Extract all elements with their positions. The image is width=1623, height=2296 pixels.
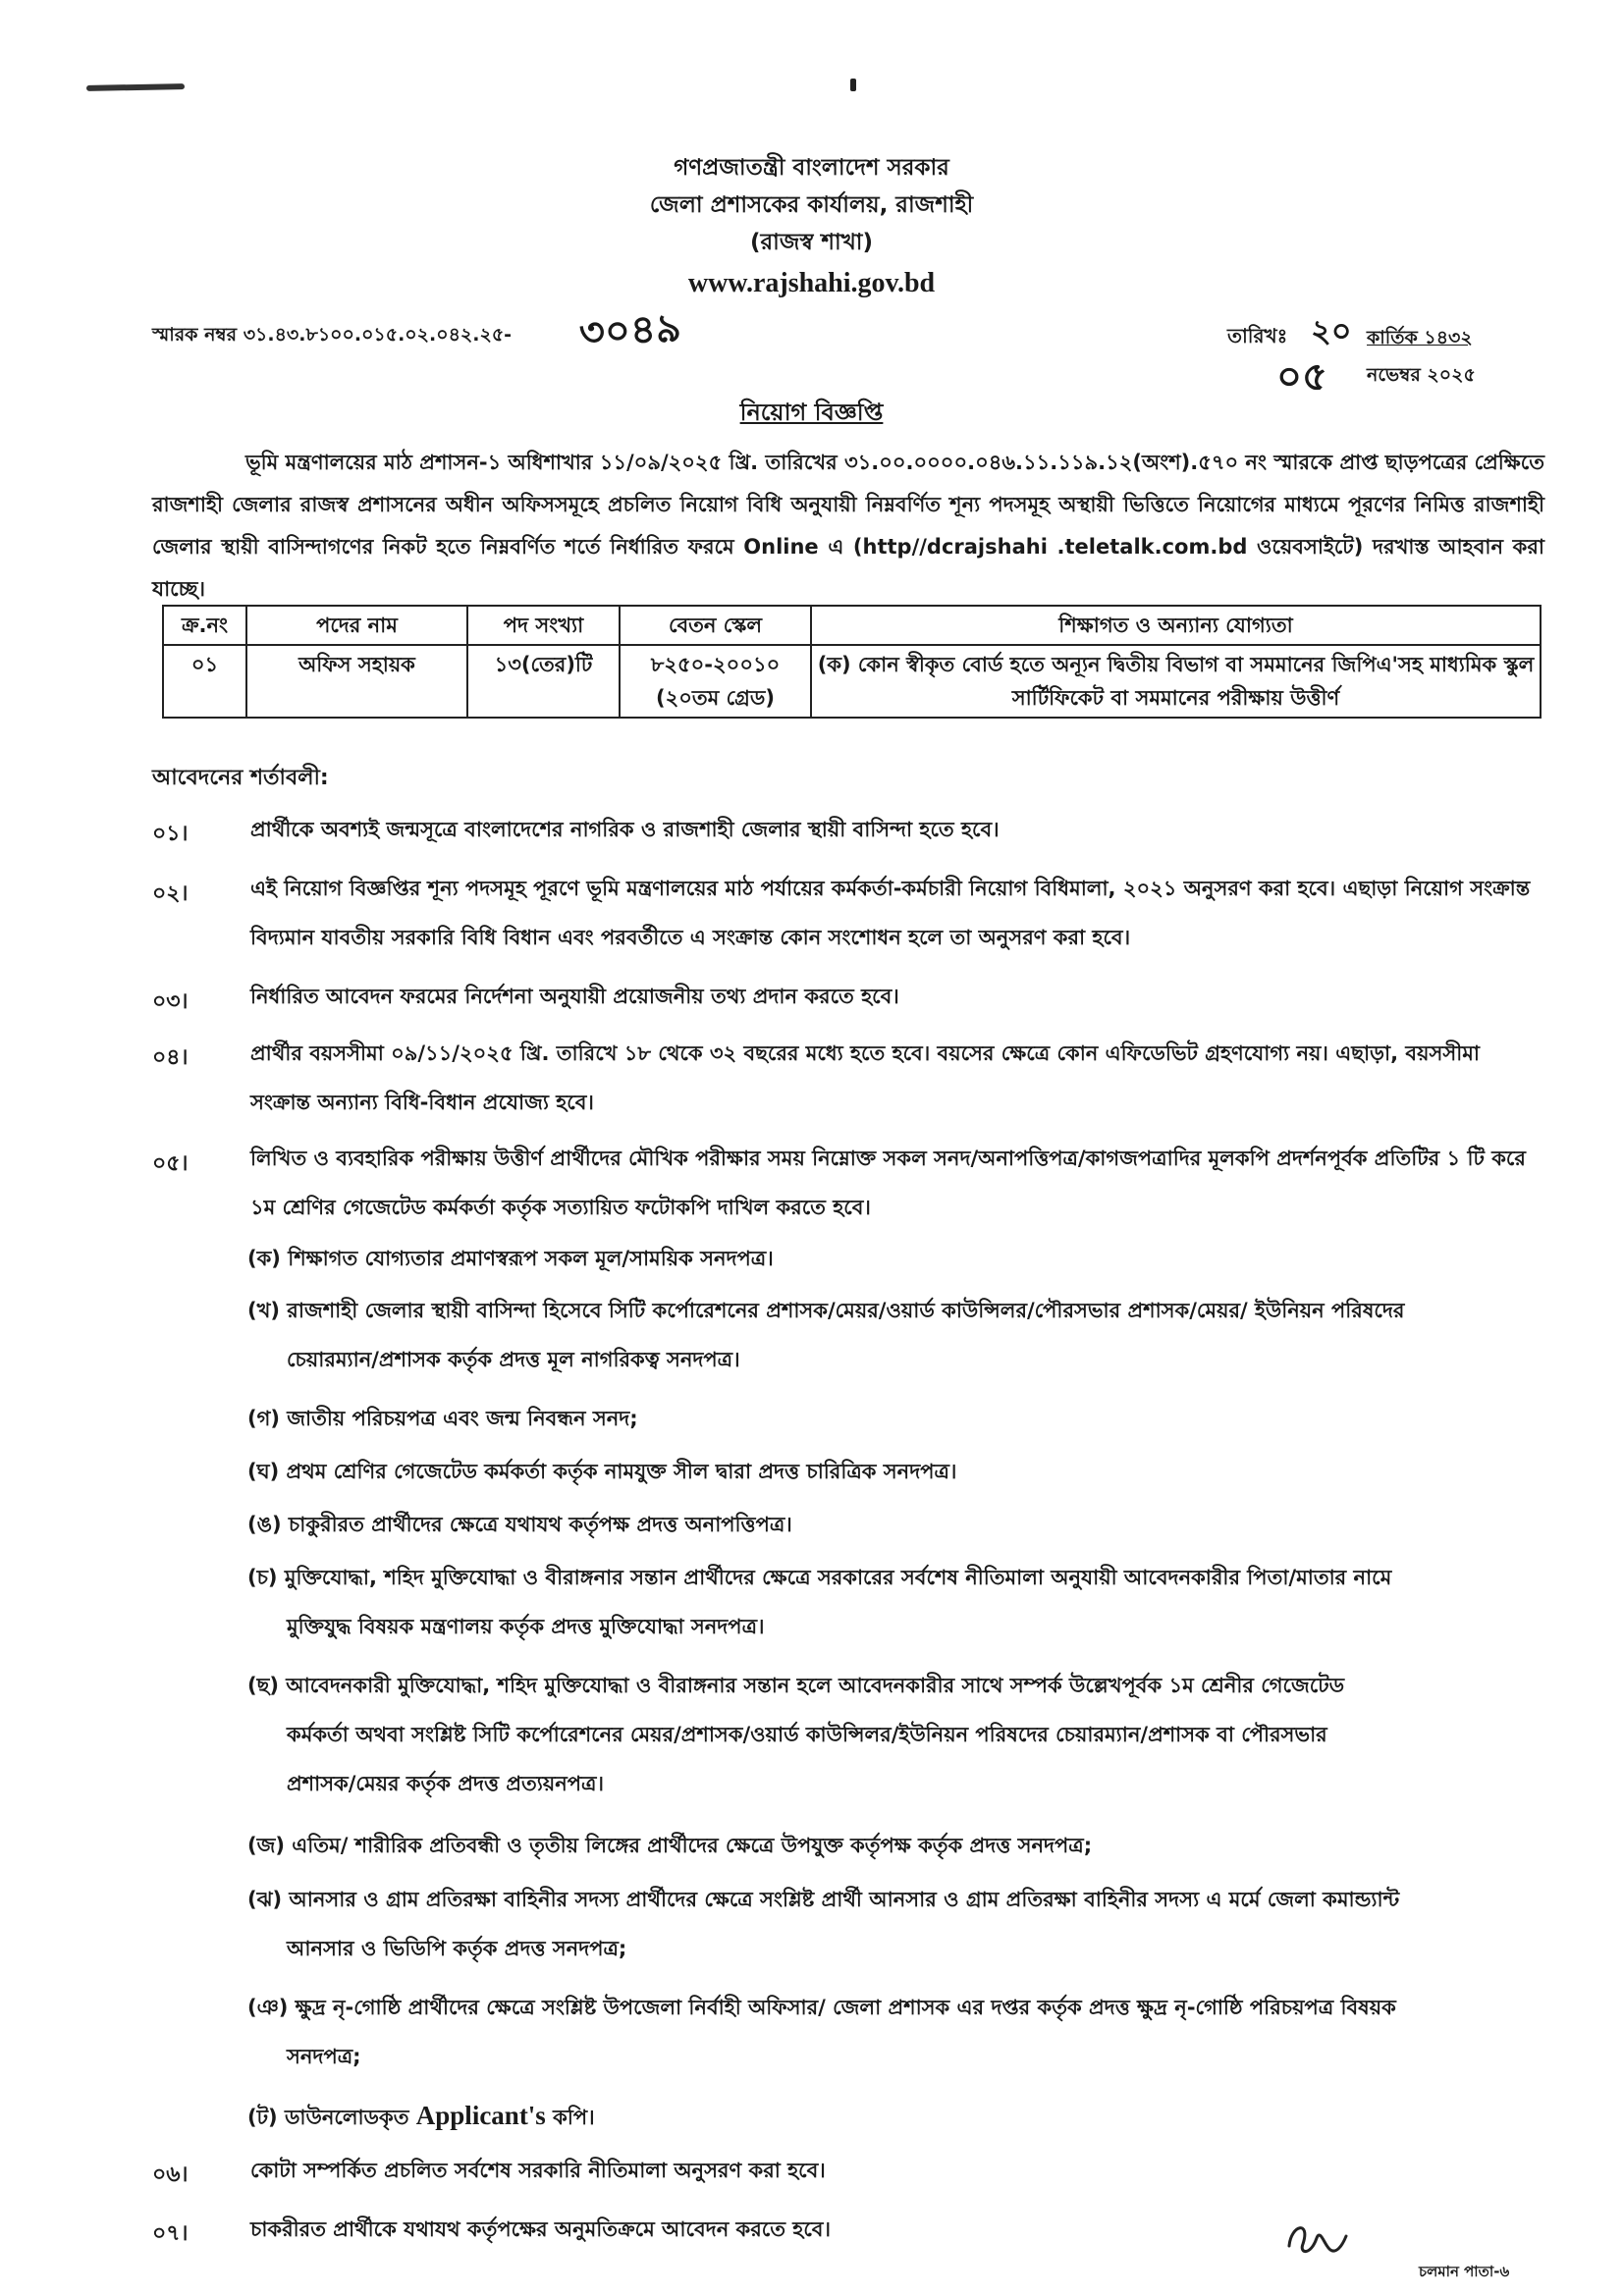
col-serial: ক্র.নং (163, 606, 246, 645)
english-date: নভেম্বর ২০২৫ (1367, 364, 1476, 386)
subitem-continuation: কর্মকর্তা অথবা সংশ্লিষ্ট সিটি কর্পোরেশনের মেয়র/প্রশাসক/ওয়ার্ড কাউন্সিলর/ইউনিয়ন পরিষদের চেয়ারম্যান/প্রশাসক বা পৌরসভার (287, 1723, 1327, 1746)
condition-text: প্রার্থীকে অবশ্যই জন্মসূত্রে বাংলাদেশের নাগরিক ও রাজশাহী জেলার স্থায়ী বাসিন্দা হতে হবে। (250, 818, 1000, 841)
col-qualification: শিক্ষাগত ও অন্যান্য যোগ্যতা (811, 606, 1541, 645)
condition-text: কোটা সম্পর্কিত প্রচলিত সর্বশেষ সরকারি নীতিমালা অনুসরণ করা হবে। (250, 2159, 826, 2182)
grade-value: (২০তম গ্রেড) (656, 686, 775, 710)
subitem-text: (চ) মুক্তিযোদ্ধা, শহিদ মুক্তিযোদ্ধা ও বীরাঙ্গনার সন্তান প্রার্থীদের ক্ষেত্রে সরকারের সর্বশেষ নীতিমালা অনুযায়ী আবেদনকারীর পিতা/মাতার নামে (247, 1566, 1392, 1589)
bangla-date: কার্তিক ১৪৩২ (1367, 327, 1473, 348)
subitem-text: (গ) জাতীয় পরিচয়পত্র এবং জন্ম নিবন্ধন সনদ; (247, 1407, 638, 1430)
condition-number: ০৪। (152, 1045, 189, 1070)
subitem-text-end: কপি। (553, 2106, 595, 2129)
date-handwritten-day-2: ০৫ (1276, 353, 1327, 400)
subitem-text: (ছ) আবেদনকারী মুক্তিযোদ্ধা, শহিদ মুক্তিযোদ্ধা ও বীরাঙ্গনার সন্তান হলে আবেদনকারীর সাথে সম্পর্ক উল্লেখপূর্বক ১ম শ্রেনীর গেজেটেড (247, 1674, 1345, 1697)
condition-text: নির্ধারিত আবেদন ফরমের নির্দেশনা অনুযায়ী প্রয়োজনীয় তথ্য প্রদান করতে হবে। (250, 985, 899, 1008)
condition-number: ০৭। (152, 2221, 189, 2246)
subitem-text: (ট) ডাউনলোডকৃত (247, 2106, 409, 2129)
condition-number: ০১। (152, 822, 189, 846)
cell-serial: ০১ (163, 645, 246, 718)
ink-mark (850, 79, 856, 91)
condition-number: ০৬। (152, 2163, 189, 2187)
list-item (247, 2091, 1543, 2142)
col-count: পদ সংখ্যা (467, 606, 620, 645)
subitem-continuation: সনদপত্র; (287, 2045, 361, 2068)
list-item (247, 1821, 1543, 1870)
website-url: www.rajshahi.gov.bd (687, 268, 936, 298)
condition-text: এই নিয়োগ বিজ্ঞপ্তির শূন্য পদসমূহ পূরণে ভূমি মন্ত্রণালয়ের মাঠ পর্যায়ের কর্মকর্তা-কর্মচারী নিয়োগ বিধিমালা, ২০২১ অনুসরণ করা হবে। এছাড়া নিয়োগ সংক্রান্ত বিদ্যমান যাবতীয় সরকারি বিধি বিধান এবং পরবর্তীতে এ সংক্রান্ত কোন সংশোধন হলে তা অনুসরণ করা হবে। (250, 877, 1531, 949)
notice-title: নিয়োগ বিজ্ঞপ্তি (739, 399, 884, 426)
intro-paragraph: ভূমি মন্ত্রণালয়ের মাঠ প্রশাসন-১ অধিশাখার ১১/০৯/২০২৫ খ্রি. তারিখের ৩১.০০.০০০০.০৪৬.১১.১১৯.১২(অংশ).৫৭০ নং স্মারকে প্রাপ্ত ছাড়পত্রের প্রেক্ষিতে রাজশাহী জেলার রাজস্ব প্রশাসনের অধীন অফিসসমূহে প্রচলিত নিয়োগ বিধি অনুযায়ী নিম্নবর্ণিত শূন্য পদসমূহ অস্থায়ী ভিত্তিতে নিয়োগের মাধ্যমে পূরণের নিমিত্ত রাজশাহী জেলার স্থায়ী বাসিন্দাগণের নিকট হতে নিম্নবর্ণিত শর্তে নির্ধারিত ফরমে Online এ (http//dcrajshahi .teletalk.com.bd ওয়েবসাইটে) দরখাস্ত আহবান করা যাচ্ছে। (152, 451, 1544, 601)
condition-number: ০২। (152, 881, 189, 906)
cell-count: ১৩(তের)টি (467, 645, 620, 718)
subitem-text: (ঘ) প্রথম শ্রেণির গেজেটেড কর্মকর্তা কর্তৃক নামযুক্ত সীল দ্বারা প্রদত্ত চারিত্রিক সনদপত্র। (247, 1460, 957, 1483)
condition-text: লিখিত ও ব্যবহারিক পরীক্ষায় উত্তীর্ণ প্রার্থীদের মৌখিক পরীক্ষার সময় নিম্নোক্ত সকল সনদ/অনাপত্তিপত্র/কাগজপত্রাদির মূলকপি প্রদর্শনপূর্বক প্রতিটির ১ টি করে ১ম শ্রেণির গেজেটেড কর্মকর্তা কর্তৃক সত্যায়িত ফটোকপি দাখিল করতে হবে। (250, 1147, 1526, 1219)
memo-handwritten-number: ৩০৪৯ (577, 304, 682, 356)
letterhead (0, 149, 1623, 302)
list-item (247, 1553, 1543, 1651)
office-name: জেলা প্রশাসকের কার্যালয়, রাজশাহী (649, 192, 974, 218)
col-scale: বেতন স্কেল (620, 606, 811, 645)
subitem-text: (ক) শিক্ষাগত যোগ্যতার প্রমাণস্বরূপ সকল মূল/সাময়িক সনদপত্র। (247, 1247, 774, 1270)
vacancy-table (162, 605, 1542, 719)
list-item (247, 1447, 1543, 1496)
condition-number: ০৫। (152, 1151, 189, 1176)
applicant-word: Applicant's (415, 2101, 546, 2130)
subitem-text: (জ) এতিম/ শারীরিক প্রতিবন্ধী ও তৃতীয় লিঙ্গের প্রার্থীদের ক্ষেত্রে উপযুক্ত কর্তৃপক্ষ কর্তৃক প্রদত্ত সনদপত্র; (247, 1834, 1093, 1857)
subitem-continuation: প্রশাসক/মেয়র কর্তৃক প্রদত্ত প্রত্যয়নপত্র। (287, 1772, 604, 1795)
subitem-text: (খ) রাজশাহী জেলার স্থায়ী বাসিন্দা হিসেবে সিটি কর্পোরেশনের প্রশাসক/মেয়র/ওয়ার্ড কাউন্সিলর/পৌরসভার প্রশাসক/মেয়র/ ইউনিয়ন পরিষদের (247, 1299, 1405, 1322)
subitem-text: (ঙ) চাকুরীরত প্রার্থীদের ক্ষেত্রে যথাযথ কর্তৃপক্ষ প্রদত্ত অনাপত্তিপত্র। (247, 1513, 792, 1536)
subitem-continuation: আনসার ও ভিডিপি কর্তৃক প্রদত্ত সনদপত্র; (287, 1937, 627, 1960)
condition-text: চাকরীরত প্রার্থীকে যথাযথ কর্তৃপক্ষের অনুমতিক্রমে আবেদন করতে হবে। (250, 2217, 831, 2241)
scale-value: ৮২৫০-২০০১০ (650, 653, 781, 676)
page-continuation: চলমান পাতা-৬ (1419, 2263, 1510, 2280)
branch-name: (রাজস্ব শাখা) (750, 230, 873, 255)
subitem-continuation: মুক্তিযুদ্ধ বিষয়ক মন্ত্রণালয় কর্তৃক প্রদত্ত মুক্তিযোদ্ধা সনদপত্র। (287, 1615, 765, 1638)
list-item (247, 1286, 1543, 1384)
table-header-row (163, 606, 1541, 645)
condition-number: ০৩। (152, 989, 189, 1014)
conditions-title: আবেদনের শর্তাবলী: (152, 766, 329, 790)
list-item (247, 1983, 1543, 2081)
pen-stroke-mark (86, 83, 185, 91)
table-row (163, 645, 1541, 718)
list-item (247, 1394, 1543, 1443)
govt-name: গণপ্রজাতন্ত্রী বাংলাদেশ সরকার (674, 155, 949, 181)
signature-icon (1281, 2216, 1350, 2261)
date-label: তারিখঃ (1227, 324, 1288, 347)
subitem-text: (ঝ) আনসার ও গ্রাম প্রতিরক্ষা বাহিনীর সদস্য প্রার্থীদের ক্ষেত্রে সংশ্লিষ্ট প্রার্থী আনসার ও গ্রাম প্রতিরক্ষা বাহিনীর সদস্য এ মর্মে জেলা কমান্ড্যান্ট (247, 1888, 1400, 1911)
cell-post: অফিস সহায়ক (246, 645, 467, 718)
condition-text: প্রার্থীর বয়সসীমা ০৯/১১/২০২৫ খ্রি. তারিখে ১৮ থেকে ৩২ বছরের মধ্যে হতে হবে। বয়সের ক্ষেত্রে কোন এফিডেভিট গ্রহণযোগ্য নয়। এছাড়া, বয়সসীমা সংক্রান্ত অন্যান্য বিধি-বিধান প্রযোজ্য হবে। (250, 1041, 1480, 1114)
col-post: পদের নাম (246, 606, 467, 645)
subitem-continuation: চেয়ারম্যান/প্রশাসক কর্তৃক প্রদত্ত মূল নাগরিকত্ব সনদপত্র। (287, 1348, 740, 1371)
date-handwritten-day-1: ২০ (1311, 312, 1352, 349)
list-item (247, 1875, 1543, 1973)
subitem-text: (ঞ) ক্ষুদ্র নৃ-গোষ্ঠি প্রার্থীদের ক্ষেত্রে সংশ্লিষ্ট উপজেলা নির্বাহী অফিসার/ জেলা প্রশাসক এর দপ্তর কর্তৃক প্রদত্ত ক্ষুদ্র নৃ-গোষ্ঠি পরিচয়পত্র বিষয়ক (247, 1996, 1396, 2019)
list-item (247, 1661, 1543, 1808)
list-item (247, 1500, 1543, 1549)
list-item (247, 1234, 1543, 1283)
cell-qualification: (ক) কোন স্বীকৃত বোর্ড হতে অন্যূন দ্বিতীয় বিভাগ বা সমমানের জিপিএ'সহ মাধ্যমিক স্কুল সার্টিফিকেট বা সমমানের পরীক্ষায় উত্তীর্ণ (811, 645, 1541, 718)
memo-number: স্মারক নম্বর ৩১.৪৩.৮১০০.০১৫.০২.০৪২.২৫- (152, 324, 513, 346)
cell-scale (620, 645, 811, 718)
